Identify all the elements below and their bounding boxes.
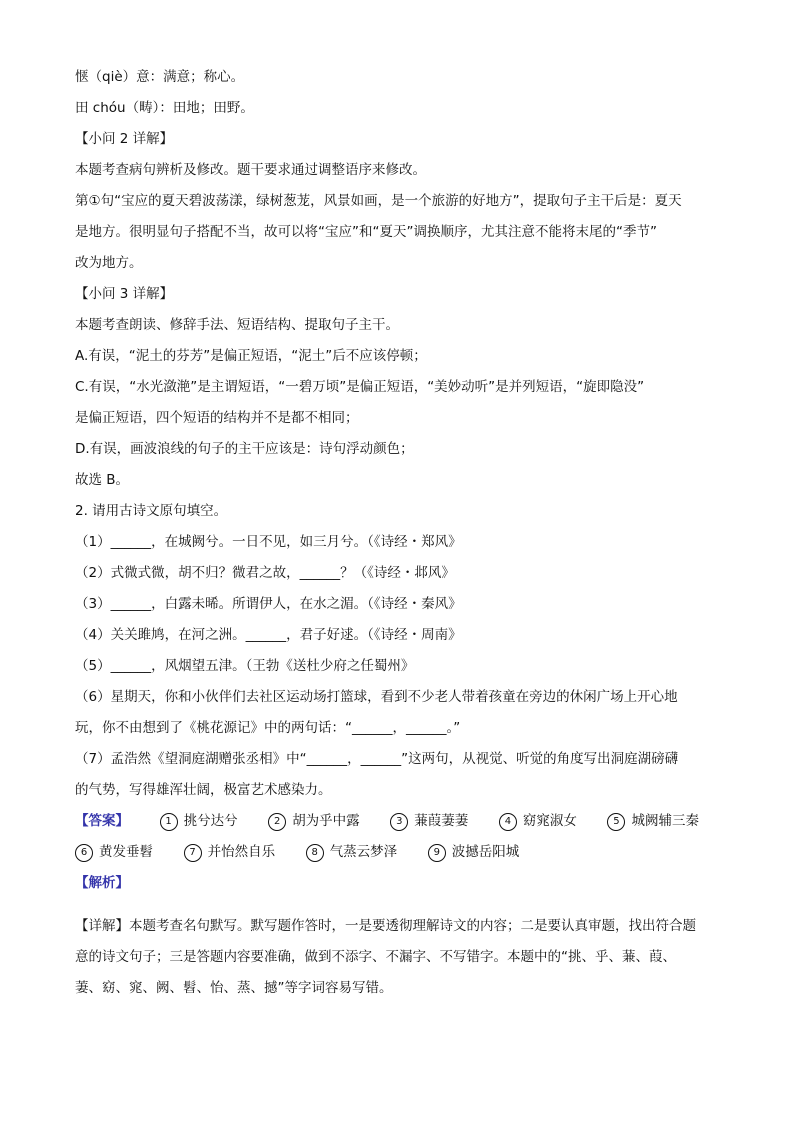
question-item: （6）星期天，你和小伙伴们去社区运动场打篮球，看到不少老人带着孩童在旁边的休闲广场上开心地 — [75, 689, 678, 705]
question-item: （3）______，白露未晞。所谓伊人，在水之湄。（《诗经・秦风》 — [75, 596, 462, 612]
text-line: 第①句“宝应的夏天碧波荡漾，绿树葱茏，风景如画，是一个旅游的好地方”，提取句子主干后是：夏天 — [75, 193, 682, 209]
text-line: 【详解】本题考查名句默写。默写题作答时，一是要透彻理解诗文的内容；二是要认真审题，找出符合题 — [75, 918, 696, 934]
answer-item: 9 波撼岳阳城 — [428, 844, 520, 860]
text-line: C.有误，“水光潋滟”是主谓短语，“一碧万顷”是偏正短语，“美妙动听”是并列短语，“旋即隐没” — [75, 379, 645, 395]
text-line: D.有误，画波浪线的句子的主干应该是：诗句浮动颜色； — [75, 441, 414, 457]
answer-item: 4 窈窕淑女 — [499, 813, 577, 829]
answer-item: 8 气蒸云梦泽 — [306, 844, 398, 860]
answer-item: 6 黄发垂髫 — [75, 844, 153, 860]
text-line: A.有误，“泥土的芬芳”是偏正短语，“泥土”后不应该停顿； — [75, 348, 427, 364]
text-line: 田 chóu（畴）：田地；田野。 — [75, 100, 254, 116]
question-title: 2. 请用古诗文原句填空。 — [75, 503, 228, 519]
text-line: 是地方。很明显句子搭配不当，故可以将“宝应”和“夏天”调换顺序，尤其注意不能将末尾的“季节” — [75, 224, 657, 240]
section-heading: 【小问 3 详解】 — [75, 286, 174, 302]
text-line: 意的诗文句子；三是答题内容要准确，做到不添字、不漏字、不写错字。本题中的“挑、乎、蒹、葭、 — [75, 949, 676, 965]
question-item: （2）式微式微，胡不归？微君之故，______？（《诗经・邶风》 — [75, 565, 455, 581]
answer-item: 7 并怡然自乐 — [184, 844, 276, 860]
text-line: 本题考查朗读、修辞手法、短语结构、提取句子主干。 — [75, 317, 399, 333]
answer-item: 5 城阙辅三秦 — [607, 813, 699, 829]
answer-item: 3 蒹葭萋萋 — [390, 813, 468, 829]
text-line: 故选 B。 — [75, 472, 130, 488]
text-line: 是偏正短语，四个短语的结构并不是都不相同； — [75, 410, 359, 426]
answer-item: 1 挑兮达兮 — [160, 813, 238, 829]
question-item: （1）______，在城阙兮。一日不见，如三月兮。（《诗经・郑风》 — [75, 534, 462, 550]
answer-item: 2 胡为乎中露 — [268, 813, 360, 829]
answer-tag: 【答案】 — [75, 813, 129, 829]
answer-row-2 — [75, 843, 732, 862]
text-line: 惬（qiè）意：满意；称心。 — [75, 69, 245, 85]
text-line: 改为地方。 — [75, 255, 143, 271]
section-heading: 【小问 2 详解】 — [75, 131, 174, 147]
text-line: 萋、窈、窕、阙、髫、怡、蒸、撼”等字词容易写错。 — [75, 980, 393, 996]
question-item: （4）关关雎鸠，在河之洲。______，君子好逑。（《诗经・周南》 — [75, 627, 462, 643]
question-item: 玩，你不由想到了《桃花源记》中的两句话：“______，______。” — [75, 720, 461, 736]
answer-row-1 — [75, 812, 732, 831]
question-item: 的气势，写得雄浑壮阔，极富艺术感染力。 — [75, 782, 332, 798]
question-item: （7）孟浩然《望洞庭湖赠张丞相》中“______，______”这两句，从视觉、听觉的角度写出洞庭湖磅礴 — [75, 751, 679, 767]
question-item: （5）______，风烟望五津。（王勃《送杜少府之任蜀州》 — [75, 658, 415, 674]
analysis-tag: 【解析】 — [75, 875, 129, 891]
text-line: 本题考查病句辨析及修改。题干要求通过调整语序来修改。 — [75, 162, 426, 178]
